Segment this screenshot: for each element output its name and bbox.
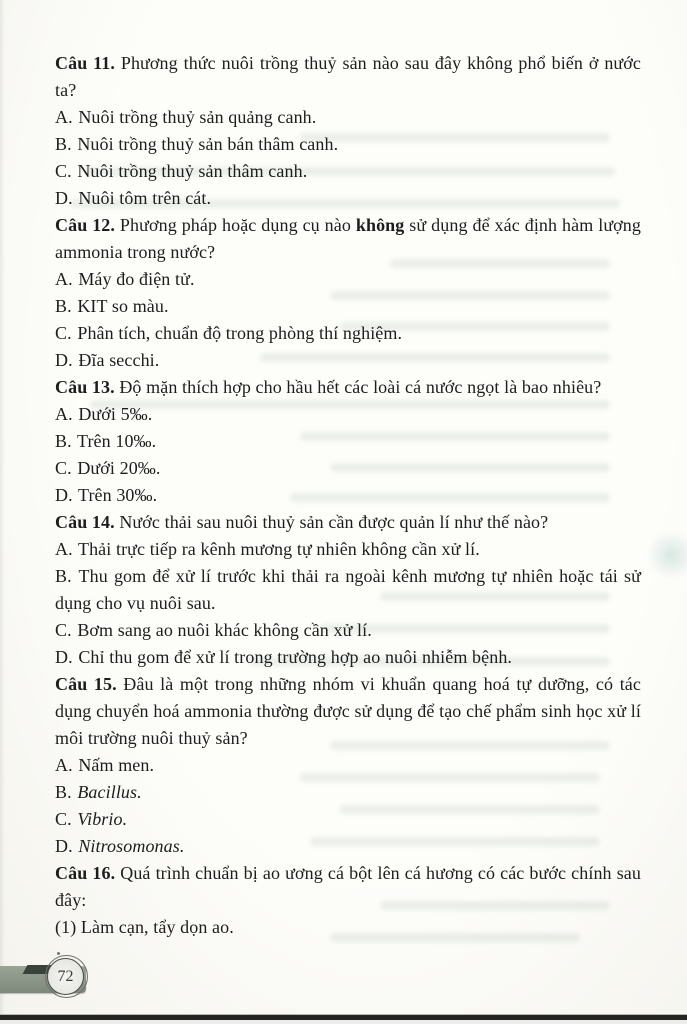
option-text: Nấm men. — [78, 755, 155, 775]
question-11-option-b — [55, 131, 641, 158]
option-text: Nuôi trồng thuỷ sản bán thâm canh. — [77, 134, 339, 154]
question-16-text — [55, 860, 641, 914]
option-text: Dưới 20‰. — [77, 458, 161, 478]
option-text: Nuôi trồng thuỷ sản thâm canh. — [77, 161, 308, 181]
question-11-body: Phương thức nuôi trồng thuỷ sản nào sau đây không phổ biến ở nước ta? — [55, 53, 641, 100]
question-15-option-a — [55, 752, 641, 779]
question-13-option-c — [55, 455, 641, 482]
scan-smudge — [645, 533, 687, 577]
page-number: 72 — [57, 967, 74, 985]
option-text: Thải trực tiếp ra kênh mương tự nhiên không cần xử lí. — [77, 539, 480, 559]
option-letter: D. — [55, 485, 73, 505]
question-12-option-c — [55, 320, 641, 347]
question-13 — [55, 374, 641, 509]
option-letter: A. — [55, 404, 73, 424]
question-14-option-b — [55, 563, 641, 617]
option-letter: C. — [55, 620, 72, 640]
question-16-body: Quá trình chuẩn bị ao ương cá bột lên cá hương có các bước chính sau đây: — [55, 863, 641, 910]
option-text: Dưới 5‰. — [78, 404, 153, 424]
scan-bottom-edge — [0, 1014, 687, 1024]
question-list — [55, 50, 641, 941]
option-letter: A. — [55, 755, 73, 775]
scan-speck — [57, 952, 60, 955]
question-11-option-d — [55, 185, 641, 212]
option-text: Chỉ thu gom để xử lí trong trường hợp ao nuôi nhiễm bệnh. — [78, 647, 513, 667]
option-text: Thu gom để xử lí trước khi thải ra ngoài kênh mương tự nhiên hoặc tái sử dụng cho vụ nuôi sau. — [55, 566, 641, 613]
question-14-number: Câu 14. — [55, 512, 115, 532]
question-13-number: Câu 13. — [55, 377, 115, 397]
question-13-option-d — [55, 482, 641, 509]
scan-edge-shading — [0, 0, 5, 1024]
option-letter: C. — [55, 458, 72, 478]
question-11 — [55, 50, 641, 212]
question-16-step-1: (1) Làm cạn, tẩy dọn ao. — [55, 917, 234, 937]
question-15-text — [55, 671, 641, 752]
question-14 — [55, 509, 641, 671]
question-11-option-a — [55, 104, 641, 131]
question-13-text — [55, 374, 641, 401]
option-letter: B. — [55, 296, 72, 316]
option-text: Đĩa secchi. — [78, 350, 160, 370]
option-letter: C. — [55, 323, 72, 343]
option-letter: C. — [55, 161, 72, 181]
option-letter: D. — [55, 647, 73, 667]
question-13-body: Độ mặn thích hợp cho hầu hết các loài cá nước ngọt là bao nhiêu? — [119, 377, 602, 397]
question-15-option-c — [55, 806, 641, 833]
option-text-species: Nitrosomonas. — [78, 836, 185, 856]
question-14-body: Nước thải sau nuôi thuỷ sản cần được quản lí như thế nào? — [119, 512, 549, 532]
question-15 — [55, 671, 641, 860]
option-letter: A. — [55, 539, 73, 559]
option-letter: B. — [55, 566, 72, 586]
question-15-option-d — [55, 833, 641, 860]
option-letter: A. — [55, 107, 73, 127]
question-12-body-before: Phương pháp hoặc dụng cụ nào — [119, 215, 356, 235]
question-15-body: Đâu là một trong những nhóm vi khuẩn quang hoá tự dưỡng, có tác dụng chuyển hoá ammonia thường được sử dụng để tạo chế phẩm sinh học xử lí môi trường nuôi thuỷ sản? — [55, 674, 641, 748]
question-13-option-a — [55, 401, 641, 428]
page-number-circle — [47, 958, 84, 995]
question-14-option-c — [55, 617, 641, 644]
question-12-option-a — [55, 266, 641, 293]
option-text: Bơm sang ao nuôi khác không cần xử lí. — [77, 620, 372, 640]
question-12-number: Câu 12. — [55, 215, 116, 235]
option-text: Trên 30‰. — [77, 485, 158, 505]
option-text: Nuôi trồng thuỷ sản quảng canh. — [78, 107, 317, 127]
option-text: Trên 10‰. — [77, 431, 157, 451]
option-letter: B. — [55, 134, 72, 154]
question-12-text — [55, 212, 641, 266]
option-text-species: Bacillus. — [77, 782, 142, 802]
question-11-number: Câu 11. — [55, 53, 115, 73]
question-12-option-d — [55, 347, 641, 374]
option-letter: B. — [55, 782, 72, 802]
option-text: Phân tích, chuẩn độ trong phòng thí nghiệm. — [77, 323, 403, 343]
option-letter: A. — [55, 269, 73, 289]
question-14-option-a — [55, 536, 641, 563]
question-11-option-c — [55, 158, 641, 185]
question-13-option-b — [55, 428, 641, 455]
question-16 — [55, 860, 641, 941]
question-15-number: Câu 15. — [55, 674, 117, 694]
option-text: KIT so màu. — [77, 296, 169, 316]
option-text: Máy đo điện tử. — [78, 269, 195, 289]
question-15-option-b — [55, 779, 641, 806]
question-14-option-d — [55, 644, 641, 671]
question-14-text — [55, 509, 641, 536]
question-12-bold-word: không — [355, 215, 405, 235]
question-16-number: Câu 16. — [55, 863, 116, 883]
option-letter: B. — [55, 431, 72, 451]
question-11-text — [55, 50, 641, 104]
option-letter: D. — [55, 836, 73, 856]
question-12-option-b — [55, 293, 641, 320]
question-12 — [55, 212, 641, 374]
question-12-body-after: sử dụng để xác định hàm lượng ammonia trong nước? — [55, 215, 641, 262]
option-letter: C. — [55, 809, 72, 829]
option-text-species: Vibrio. — [77, 809, 128, 829]
option-letter: D. — [55, 188, 73, 208]
option-text: Nuôi tôm trên cát. — [78, 188, 212, 208]
option-letter: D. — [55, 350, 73, 370]
